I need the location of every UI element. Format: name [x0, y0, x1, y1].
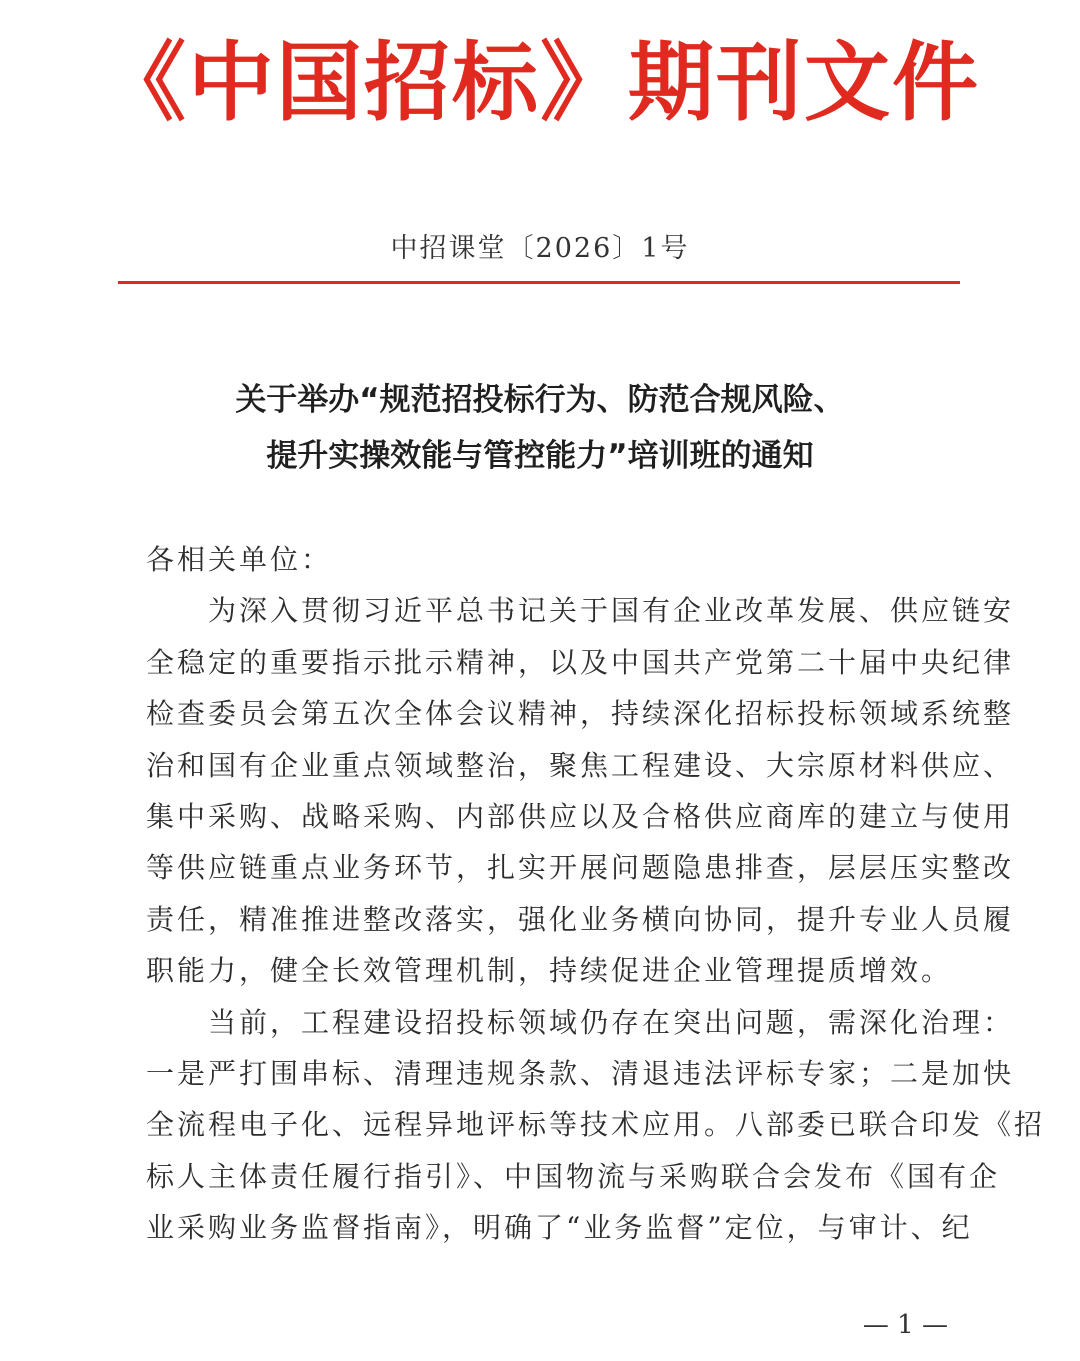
- paragraph-line: 治和国有企业重点领域整治，聚焦工程建设、大宗原材料供应、: [146, 748, 1015, 782]
- paragraph-1: [146, 585, 1015, 996]
- body-text: [146, 534, 1046, 1254]
- paragraph-line: 一是严打围串标、清理违规条款、清退违法评标专家；二是加快: [146, 1057, 1015, 1091]
- paragraph-line: 全流程电子化、远程异地评标等技术应用。八部委已联合印发《招: [146, 1108, 1046, 1142]
- title-line-1: 关于举办“规范招投标行为、防范合规风险、: [235, 382, 845, 418]
- paragraph-line: 职能力，健全长效管理机制，持续促进企业管理提质增效。: [146, 954, 953, 988]
- paragraph-2: [146, 997, 1046, 1254]
- paragraph-line: 标人主体责任履行指引》、中国物流与采购联合会发布《国有企: [146, 1159, 1001, 1193]
- paragraph-line: 集中采购、战略采购、内部供应以及合格供应商库的建立与使用: [146, 800, 1015, 834]
- paragraph-line: 全稳定的重要指示批示精神，以及中国共产党第二十届中央纪律: [146, 645, 1015, 679]
- paragraph-line: 责任，精准推进整改落实，强化业务横向协同，提升专业人员履: [146, 902, 1015, 936]
- paragraph-line: 检查委员会第五次全体会议精神，持续深化招标投标领域系统整: [146, 697, 1015, 731]
- title-line-2: 提升实操效能与管控能力”培训班的通知: [266, 438, 814, 474]
- document-number: 中招课堂〔2026〕1号: [390, 233, 690, 264]
- masthead-title: 《中国招标》期刊文件: [100, 33, 980, 133]
- paragraph-line: 业采购业务监督指南》，明确了“业务监督”定位，与审计、纪: [146, 1211, 973, 1245]
- notice-title: [0, 372, 1080, 484]
- paragraph-line: 为深入贯彻习近平总书记关于国有企业改革发展、供应链安: [146, 594, 1015, 628]
- paragraph-line: 当前，工程建设招投标领域仍存在突出问题，需深化治理：: [146, 1005, 1015, 1039]
- paragraph-line: 等供应链重点业务环节，扎实开展问题隐患排查，层层压实整改: [146, 851, 1015, 885]
- red-divider-line: [118, 281, 960, 284]
- salutation: 各相关单位：: [146, 543, 333, 576]
- page-number: — 1 —: [862, 1310, 948, 1340]
